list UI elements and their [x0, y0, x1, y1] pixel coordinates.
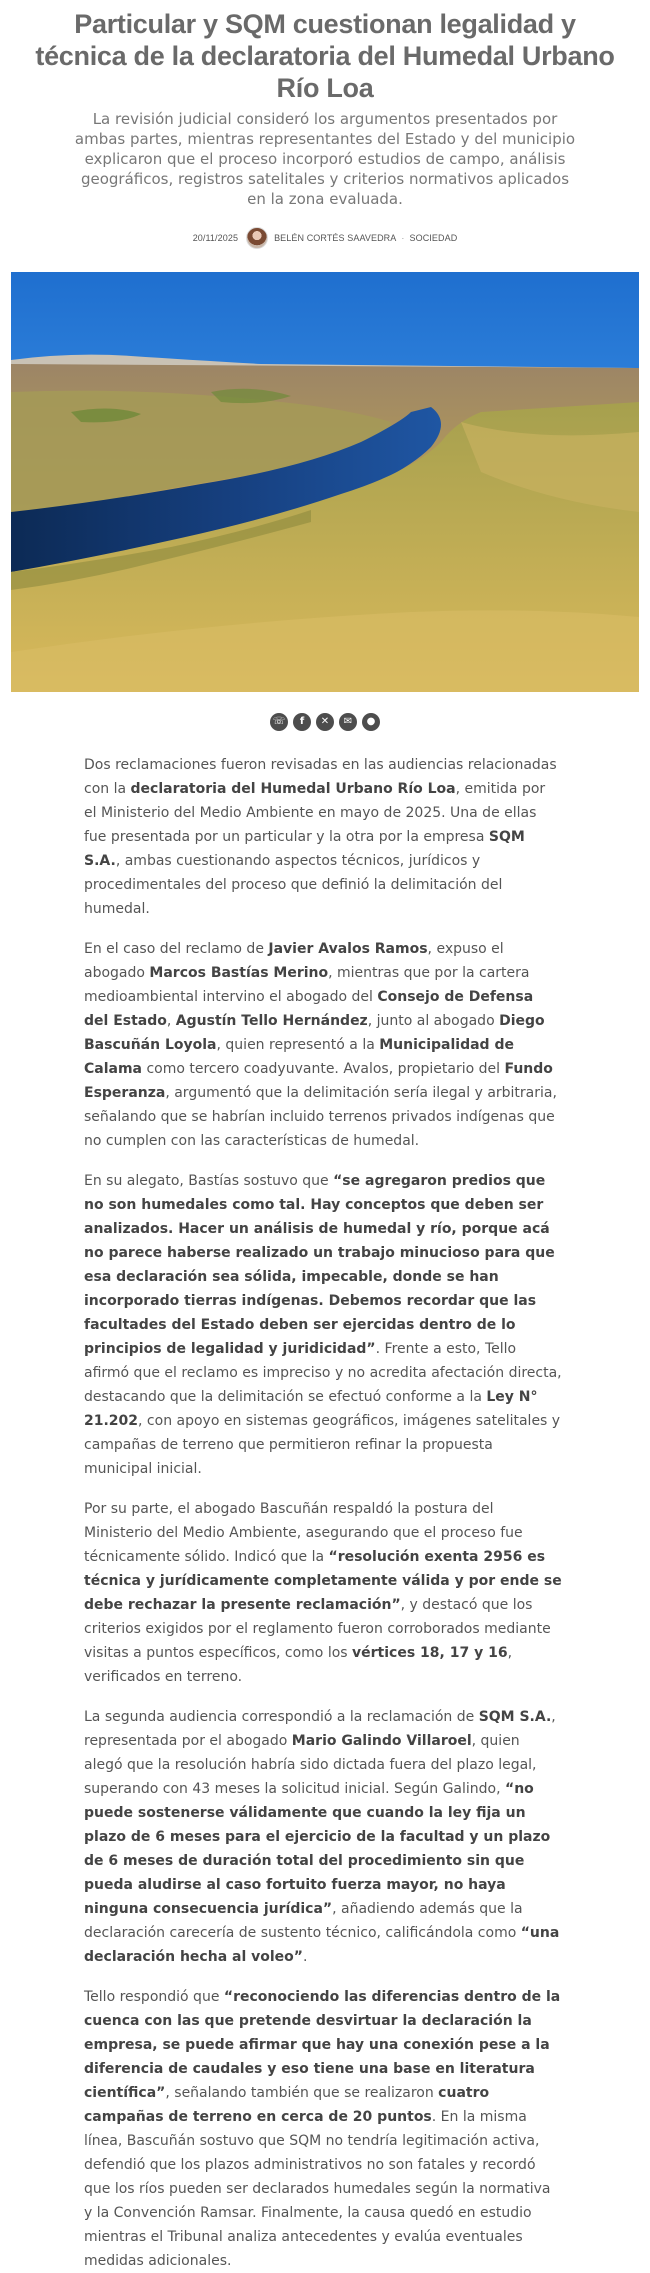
bold-text: Municipalidad de Calama	[84, 1037, 514, 1077]
text-run: , mientras que por la cartera medioambiental intervino el abogado del	[84, 965, 530, 1005]
text-run: Dos reclamaciones fueron revisadas en las audiencias relacionadas con la	[84, 757, 557, 797]
text-run: Tello respondió que	[84, 1989, 224, 2005]
bold-text: cuatro campañas de terreno en cerca de 20 puntos	[84, 2085, 490, 2125]
article-paragraph	[84, 753, 562, 921]
article-title: Particular y SQM cuestionan legalidad y técnica de la declaratoria del Humedal Urbano Río Loa	[35, 9, 615, 103]
author-name[interactable]: BELÉN CORTÉS SAAVEDRA	[274, 233, 397, 243]
text-run: , emitida por el Ministerio del Medio Ambiente en mayo de 2025. Una de ellas fue presentada por un particular y la otra por la empresa	[84, 781, 546, 845]
article-paragraph	[84, 1169, 562, 1481]
text-run: .	[303, 1949, 308, 1965]
bold-text: “reconociendo las diferencias dentro de la cuenca con las que pretende desvirtuar la declaración la empresa, se puede afirmar que hay una conexión pese a la diferencia de caudales y eso tiene una base en literatura científica”	[84, 1989, 561, 2101]
bold-text: declaratoria del Humedal Urbano Río Loa	[130, 781, 456, 797]
text-run: , señalando también que se realizaron	[165, 2085, 439, 2101]
text-run: , junto al abogado	[367, 1013, 500, 1029]
author-avatar	[246, 227, 268, 249]
email-icon[interactable]: ✉	[339, 713, 357, 731]
text-run: , añadiendo además que la declaración carecería de sustento técnico, calificándola como	[84, 1901, 523, 1941]
bold-text: Consejo de Defensa del Estado	[84, 989, 534, 1029]
article-subtitle: La revisión judicial consideró los argumentos presentados por ambas partes, mientras representantes del Estado y del municipio explicaron que el proceso incorporó estudios de campo, análisis geográficos, registros satelitales y criterios normativos aplicados en la zona evaluada.	[74, 110, 576, 208]
share-bar	[0, 713, 650, 731]
text-run: , con apoyo en sistemas geográficos, imágenes satelitales y campañas de terreno que permitieron refinar la propuesta municipal inicial.	[84, 1413, 561, 1477]
facebook-icon[interactable]: f	[293, 713, 311, 731]
text-run: , ambas cuestionando aspectos técnicos, jurídicos y procedimentales del proceso que definió la delimitación del humedal.	[84, 853, 503, 917]
text-run: Por su parte, el abogado Bascuñán respaldó la postura del Ministerio del Medio Ambiente, asegurando que el proceso fue técnicamente sólido. Indicó que la	[84, 1501, 523, 1565]
bold-text: “se agregaron predios que no son humedales como tal. Hay conceptos que deben ser analizados. Hacer un análisis de humedal y río, porque acá no parece haberse realizado un trabajo minucioso para que esa declaración sea sólida, impecable, donde se han incorporado tierras indígenas. Debemos recordar que las facultades del Estado deben ser ejercidas dentro de lo principios de legalidad y juridicidad”	[84, 1173, 555, 1357]
text-run: como tercero coadyuvante. Avalos, propietario del	[142, 1061, 505, 1077]
category-link[interactable]: SOCIEDAD	[409, 233, 458, 243]
bold-text: SQM S.A.	[478, 1709, 552, 1725]
text-run: , quien alegó que la resolución habría sido dictada fuera del plazo legal, superando con 43 meses la solicitud inicial. Según Galindo,	[84, 1733, 537, 1797]
x-icon[interactable]: ✕	[316, 713, 334, 731]
text-run: En su alegato, Bastías sostuvo que	[84, 1173, 334, 1189]
bold-text: Javier Avalos Ramos	[268, 941, 428, 957]
bold-text: “resolución exenta 2956 es técnica y jurídicamente completamente válida y por ende se debe rechazar la presente reclamación”	[84, 1549, 562, 1613]
text-run: , verificados en terreno.	[84, 1645, 513, 1685]
article-paragraph	[84, 937, 562, 1153]
article-paragraph	[84, 1985, 562, 2273]
bold-text: “una declaración hecha al voleo”	[84, 1925, 560, 1965]
text-run: , representada por el abogado	[84, 1709, 556, 1749]
publish-date: 20/11/2025	[192, 233, 239, 243]
bold-text: “no puede sostenerse válidamente que cuando la ley fija un plazo de 6 meses para el ejercicio de la facultad y un plazo de 6 meses de duración total del procedimiento sin que pueda aludirse al caso fortuito fuerza mayor, no haya ninguna consecuencia jurídica”	[84, 1781, 551, 1917]
article-meta	[0, 226, 650, 250]
wetland-river-photo	[11, 272, 639, 692]
bold-text: Agustín Tello Hernández	[175, 1013, 368, 1029]
text-run: , y destacó que los criterios exigidos por el reglamento fueron corroborados mediante visitas a puntos específicos, como los	[84, 1597, 551, 1661]
bold-text: SQM S.A.	[84, 829, 525, 869]
text-run: . Frente a esto, Tello afirmó que el reclamo es impreciso y no acredita afectación directa, destacando que la delimitación se efectuó conforme a la	[84, 1341, 562, 1405]
bold-text: Ley N° 21.202	[84, 1389, 538, 1429]
article-paragraph	[84, 1705, 562, 1969]
bold-text: Marcos Bastías Merino	[149, 965, 329, 981]
hero-image	[11, 272, 639, 692]
whatsapp-icon[interactable]: ☏	[270, 713, 288, 731]
article-body	[0, 731, 650, 2273]
text-run: , argumentó que la delimitación sería ilegal y arbitraria, señalando que se habrían incluido terrenos privados indígenas que no cumplen con las características de humedal.	[84, 1085, 557, 1149]
reddit-icon[interactable]: ●	[362, 713, 380, 731]
bold-text: Diego Bascuñán Loyola	[84, 1013, 545, 1053]
meta-separator: ·	[401, 233, 405, 243]
bold-text: Mario Galindo Villaroel	[291, 1733, 472, 1749]
bold-text: Fundo Esperanza	[84, 1061, 553, 1101]
text-run: , expuso el abogado	[84, 941, 504, 981]
article-paragraph	[84, 1497, 562, 1689]
text-run: En el caso del reclamo de	[84, 941, 269, 957]
text-run: . En la misma línea, Bascuñán sostuvo que SQM no tendría legitimación activa, defendió que los plazos administrativos no son fatales y recordó que los ríos pueden ser declarados humedales según la normativa y la Convención Ramsar. Finalmente, la causa quedó en estudio mientras el Tribunal analiza antecedentes y evalúa eventuales medidas adicionales.	[84, 2109, 551, 2269]
text-run: ,	[166, 1013, 176, 1029]
text-run: La segunda audiencia correspondió a la reclamación de	[84, 1709, 479, 1725]
text-run: , quien representó a la	[216, 1037, 380, 1053]
bold-text: vértices 18, 17 y 16	[352, 1645, 508, 1661]
